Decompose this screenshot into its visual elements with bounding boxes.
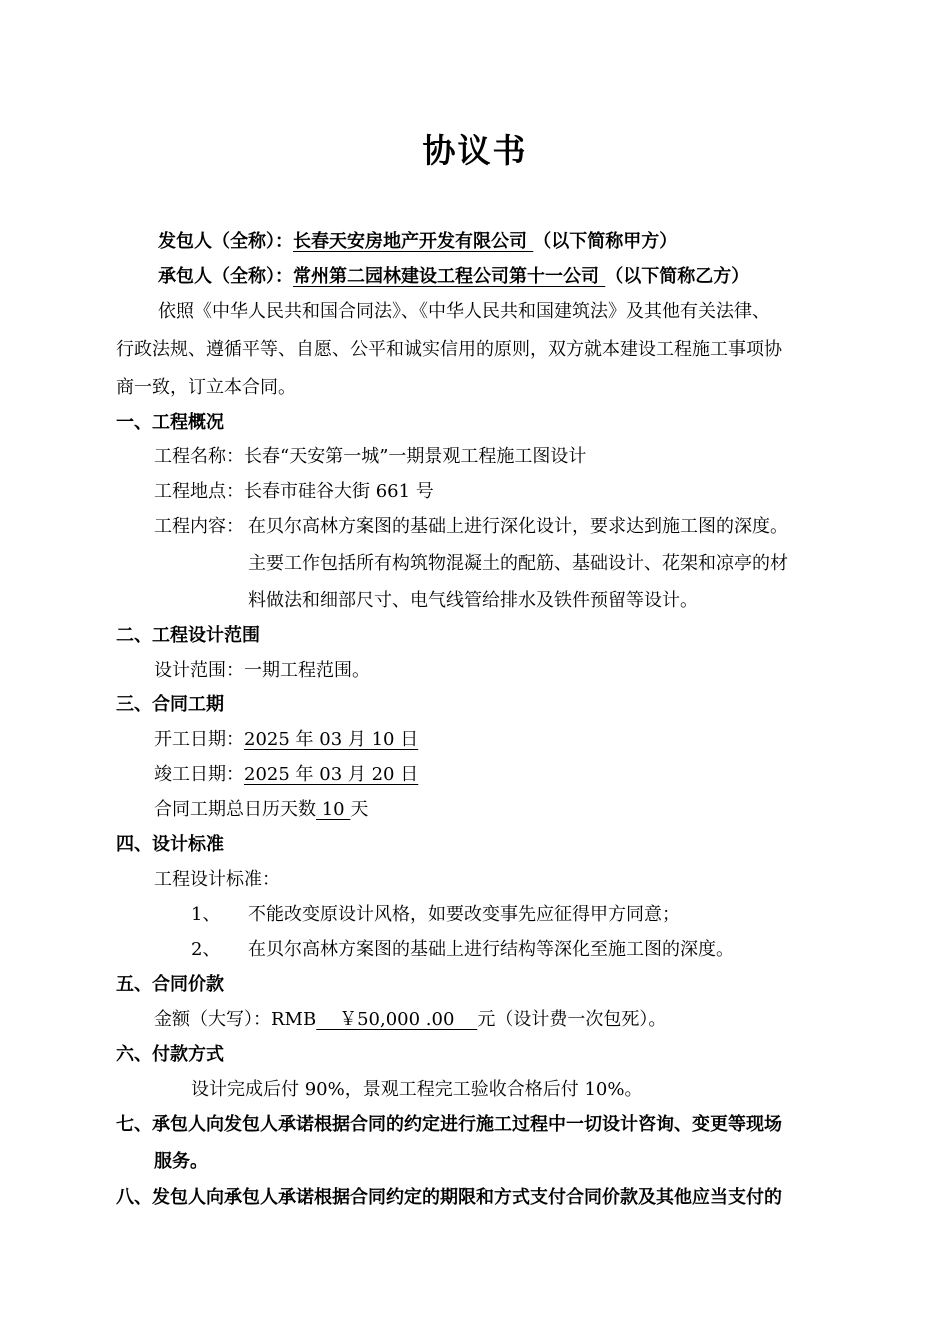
project-content-line-1: 在贝尔高林方案图的基础上进行深化设计，要求达到施工图的深度。 (248, 516, 788, 537)
total-days-value: 10 (316, 799, 351, 820)
section-7-line-1: 七、承包人向发包人承诺根据合同的约定进行施工过程中一切设计咨询、变更等现场 (116, 1114, 782, 1135)
party-a-name: 长春天安房地产开发有限公司 (293, 231, 534, 252)
section-5-heading: 五、合同价款 (116, 974, 224, 995)
party-b-label: 承包人（全称）： (158, 266, 293, 287)
party-a-suffix: （以下简称甲方） (533, 231, 678, 252)
document-title: 协议书 (422, 131, 528, 170)
section-2-heading: 二、工程设计范围 (116, 625, 260, 646)
standard-item-1-number: 1、 (191, 904, 221, 925)
end-date-label: 竣工日期： (154, 764, 244, 785)
preamble-line-1: 依照《中华人民共和国合同法》、《中华人民共和国建筑法》及其他有关法律、 (158, 301, 770, 322)
design-standard-intro: 工程设计标准： (154, 869, 280, 890)
start-date-value: 2025 年 03 月 10 日 (244, 729, 419, 750)
start-date-line (154, 728, 418, 752)
amount-suffix: 元（设计费一次包死）。 (477, 1009, 667, 1030)
project-content-line-2: 主要工作包括所有构筑物混凝土的配筋、基础设计、花架和凉亭的材 (248, 553, 788, 574)
section-4-heading: 四、设计标准 (116, 834, 224, 855)
preamble-line-3: 商一致，订立本合同。 (116, 377, 296, 398)
party-b-name: 常州第二园林建设工程公司第十一公司 (293, 266, 606, 287)
preamble-line-2: 行政法规、遵循平等、自愿、公平和诚实信用的原则，双方就本建设工程施工事项协 (116, 339, 782, 360)
section-1-heading: 一、工程概况 (116, 412, 224, 433)
end-date-value: 2025 年 03 月 20 日 (244, 764, 419, 785)
amount-value: ￥50,000 .00 (316, 1009, 478, 1030)
amount-label: 金额（大写）：RMB (154, 1009, 317, 1030)
payment-terms: 设计完成后付 90%，景观工程完工验收合格后付 10%。 (191, 1079, 643, 1100)
section-8-line-1: 八、发包人向承包人承诺根据合同约定的期限和方式支付合同价款及其他应当支付的 (116, 1187, 782, 1208)
party-a-label: 发包人（全称）： (158, 231, 293, 252)
total-days-label: 合同工期总日历天数 (154, 799, 316, 820)
design-scope: 设计范围：一期工程范围。 (154, 660, 370, 681)
party-a-line (158, 230, 677, 254)
project-content-line-3: 料做法和细部尺寸、电气线管给排水及铁件预留等设计。 (248, 590, 698, 611)
section-3-heading: 三、合同工期 (116, 694, 224, 715)
total-days-unit: 天 (350, 799, 369, 820)
start-date-label: 开工日期： (154, 729, 244, 750)
standard-item-2-number: 2、 (191, 939, 221, 960)
project-content-label: 工程内容： (154, 516, 244, 537)
project-name: 工程名称：长春“天安第一城”一期景观工程施工图设计 (154, 446, 587, 467)
project-location: 工程地点：长春市硅谷大街 661 号 (154, 481, 434, 502)
total-days-line (154, 798, 368, 822)
end-date-line (154, 763, 418, 787)
standard-item-2-text: 在贝尔高林方案图的基础上进行结构等深化至施工图的深度。 (248, 939, 734, 960)
section-6-heading: 六、付款方式 (116, 1044, 224, 1065)
standard-item-1-text: 不能改变原设计风格，如要改变事先应征得甲方同意； (248, 904, 680, 925)
party-b-line (158, 265, 749, 289)
contract-amount-line (154, 1008, 666, 1032)
section-7-line-2: 服务。 (154, 1151, 208, 1172)
party-b-suffix: （以下简称乙方） (605, 266, 750, 287)
